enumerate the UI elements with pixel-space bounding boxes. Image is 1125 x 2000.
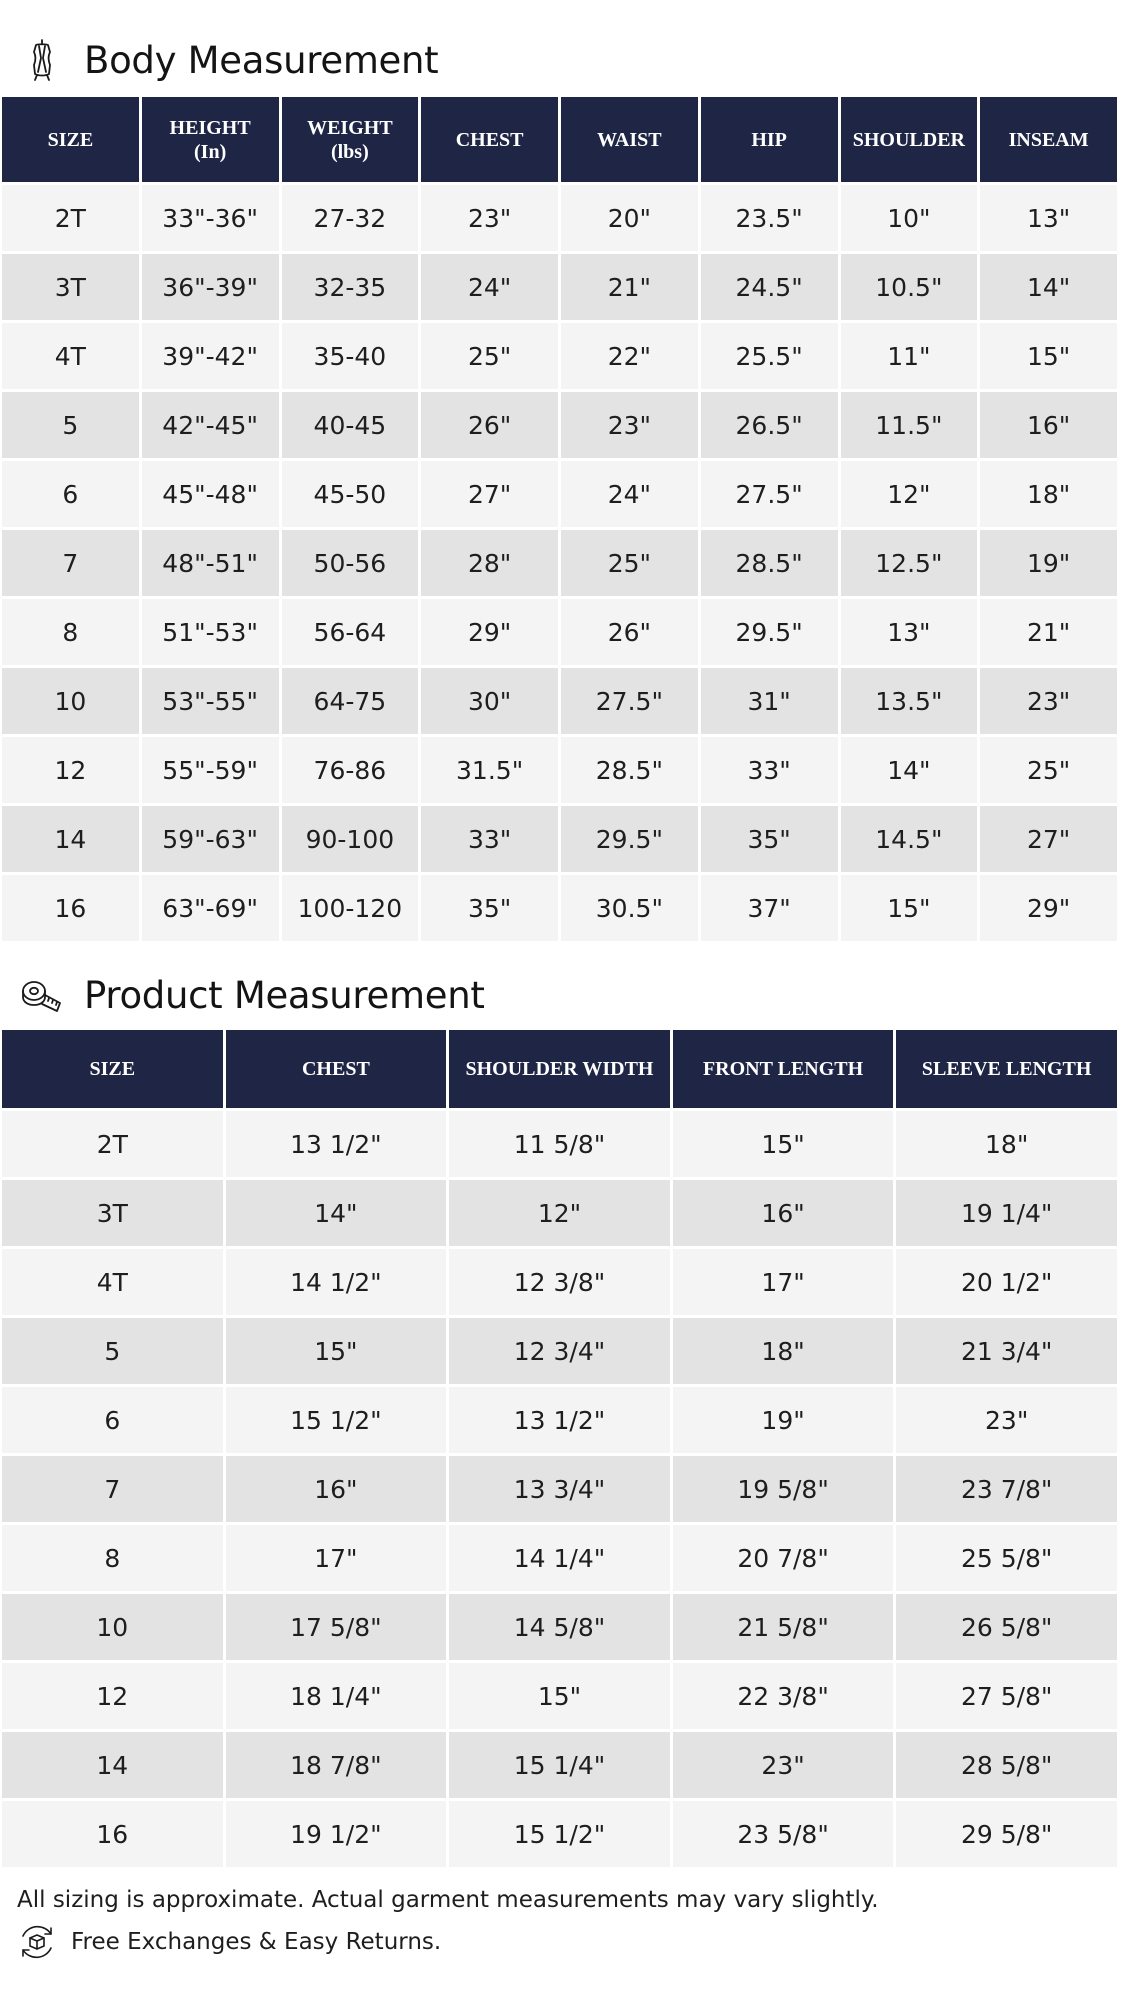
measurement-cell: 27" — [980, 806, 1117, 872]
column-header — [282, 97, 419, 182]
measurement-cell: 13 1/2" — [226, 1111, 447, 1177]
measurement-cell: 29" — [980, 875, 1117, 941]
size-cell: 4T — [2, 323, 139, 389]
column-header-label: CHEST — [301, 1058, 370, 1080]
measurement-cell: 11.5" — [841, 392, 978, 458]
column-header-label: HEIGHT — [169, 116, 251, 139]
measurement-cell: 14 1/4" — [449, 1525, 670, 1591]
measurement-cell: 50-56 — [282, 530, 419, 596]
measurement-cell: 23" — [673, 1732, 894, 1798]
measurement-cell: 51"-53" — [142, 599, 279, 665]
measurement-cell: 12" — [841, 461, 978, 527]
column-header-label: WAIST — [597, 128, 662, 151]
column-header — [421, 97, 558, 182]
table-row — [2, 599, 1117, 665]
size-cell: 4T — [2, 1249, 223, 1315]
measurement-cell: 64-75 — [282, 668, 419, 734]
measurement-cell: 25" — [561, 530, 698, 596]
measurement-cell: 27.5" — [561, 668, 698, 734]
measurement-cell: 63"-69" — [142, 875, 279, 941]
body-measurement-table — [0, 94, 1120, 944]
measurement-cell: 18" — [673, 1318, 894, 1384]
box-exchange-icon — [17, 1922, 57, 1962]
size-cell: 7 — [2, 530, 139, 596]
measurement-cell: 35" — [421, 875, 558, 941]
measurement-cell: 32-35 — [282, 254, 419, 320]
measurement-cell: 23 7/8" — [896, 1456, 1117, 1522]
measurement-cell: 22 3/8" — [673, 1663, 894, 1729]
table-row — [2, 1801, 1117, 1867]
table-row — [2, 1456, 1117, 1522]
size-cell: 8 — [2, 599, 139, 665]
measurement-cell: 53"-55" — [142, 668, 279, 734]
measurement-cell: 11" — [841, 323, 978, 389]
table-row — [2, 1180, 1117, 1246]
product-measurement-table — [0, 1027, 1120, 1870]
measurement-cell: 10" — [841, 185, 978, 251]
measurement-cell: 29" — [421, 599, 558, 665]
measurement-cell: 14 5/8" — [449, 1594, 670, 1660]
measurement-cell: 16" — [980, 392, 1117, 458]
column-header-label: SHOULDER WIDTH — [465, 1058, 654, 1080]
size-cell: 10 — [2, 1594, 223, 1660]
measurement-cell: 15" — [980, 323, 1117, 389]
returns-text: Free Exchanges & Easy Returns. — [71, 1929, 442, 1955]
measurement-cell: 48"-51" — [142, 530, 279, 596]
measurement-cell: 23" — [561, 392, 698, 458]
measurement-cell: 100-120 — [282, 875, 419, 941]
measurement-cell: 37" — [701, 875, 838, 941]
table-row — [2, 461, 1117, 527]
table-row — [2, 1318, 1117, 1384]
body-measurement-heading — [0, 30, 438, 90]
size-cell: 5 — [2, 1318, 223, 1384]
sizing-disclaimer: All sizing is approximate. Actual garment measurements may vary slightly. — [17, 1887, 879, 1913]
size-cell: 16 — [2, 875, 139, 941]
measurement-cell: 23 5/8" — [673, 1801, 894, 1867]
measurement-cell: 15" — [449, 1663, 670, 1729]
size-cell: 5 — [2, 392, 139, 458]
measurement-cell: 12.5" — [841, 530, 978, 596]
size-cell: 6 — [2, 1387, 223, 1453]
table-row — [2, 1732, 1117, 1798]
measurement-cell: 16" — [673, 1180, 894, 1246]
size-cell: 14 — [2, 1732, 223, 1798]
measurement-cell: 13" — [841, 599, 978, 665]
section-title: Product Measurement — [84, 973, 485, 1017]
column-header-label: (In) — [194, 140, 227, 163]
column-header — [2, 1030, 223, 1108]
measurement-cell: 15" — [841, 875, 978, 941]
measurement-cell: 19" — [980, 530, 1117, 596]
table-row — [2, 875, 1117, 941]
column-header-label: SHOULDER — [852, 128, 965, 151]
measurement-cell: 14.5" — [841, 806, 978, 872]
column-header — [2, 97, 139, 182]
measurement-cell: 59"-63" — [142, 806, 279, 872]
column-header — [701, 97, 838, 182]
size-cell: 3T — [2, 254, 139, 320]
column-header — [980, 97, 1117, 182]
column-header-label: INSEAM — [1008, 128, 1089, 151]
table-row — [2, 1111, 1117, 1177]
measurement-cell: 20 7/8" — [673, 1525, 894, 1591]
size-cell: 14 — [2, 806, 139, 872]
measurement-cell: 13 3/4" — [449, 1456, 670, 1522]
measurement-cell: 18" — [980, 461, 1117, 527]
measurement-cell: 15 1/2" — [449, 1801, 670, 1867]
measurement-cell: 42"-45" — [142, 392, 279, 458]
measurement-cell: 33"-36" — [142, 185, 279, 251]
measurement-cell: 16" — [226, 1456, 447, 1522]
measurement-cell: 33" — [701, 737, 838, 803]
measurement-cell: 23" — [896, 1387, 1117, 1453]
measurement-cell: 27 5/8" — [896, 1663, 1117, 1729]
table-row — [2, 392, 1117, 458]
measurement-cell: 23" — [980, 668, 1117, 734]
column-header-label: WEIGHT — [307, 116, 393, 139]
measurement-cell: 12 3/8" — [449, 1249, 670, 1315]
size-cell: 12 — [2, 1663, 223, 1729]
table-row — [2, 1249, 1117, 1315]
size-cell: 7 — [2, 1456, 223, 1522]
measurement-cell: 76-86 — [282, 737, 419, 803]
measurement-cell: 24" — [561, 461, 698, 527]
size-cell: 2T — [2, 185, 139, 251]
table-row — [2, 185, 1117, 251]
measurement-cell: 39"-42" — [142, 323, 279, 389]
size-cell: 2T — [2, 1111, 223, 1177]
column-header-label: (lbs) — [330, 140, 369, 163]
product-measurement-heading — [0, 965, 485, 1025]
measurement-cell: 24.5" — [701, 254, 838, 320]
column-header — [449, 1030, 670, 1108]
measuring-tape-icon — [20, 969, 64, 1021]
measurement-cell: 28" — [421, 530, 558, 596]
column-header-label: CHEST — [455, 128, 524, 151]
measurement-cell: 24" — [421, 254, 558, 320]
size-cell: 10 — [2, 668, 139, 734]
measurement-cell: 27-32 — [282, 185, 419, 251]
measurement-cell: 45"-48" — [142, 461, 279, 527]
measurement-cell: 20" — [561, 185, 698, 251]
measurement-cell: 31.5" — [421, 737, 558, 803]
measurement-cell: 26 5/8" — [896, 1594, 1117, 1660]
measurement-cell: 25" — [421, 323, 558, 389]
column-header — [142, 97, 279, 182]
measurement-cell: 36"-39" — [142, 254, 279, 320]
measurement-cell: 90-100 — [282, 806, 419, 872]
measurement-cell: 17 5/8" — [226, 1594, 447, 1660]
measurement-cell: 15 1/4" — [449, 1732, 670, 1798]
measurement-cell: 19 1/2" — [226, 1801, 447, 1867]
measurement-cell: 15" — [673, 1111, 894, 1177]
table-row — [2, 668, 1117, 734]
measurement-cell: 17" — [673, 1249, 894, 1315]
returns-notice — [17, 1922, 441, 1962]
measurement-cell: 30.5" — [561, 875, 698, 941]
table-header-row — [2, 97, 1117, 182]
table-row — [2, 323, 1117, 389]
column-header — [896, 1030, 1117, 1108]
measurement-cell: 35-40 — [282, 323, 419, 389]
column-header-label: SIZE — [47, 128, 94, 151]
measurement-cell: 27.5" — [701, 461, 838, 527]
measurement-cell: 13.5" — [841, 668, 978, 734]
measurement-cell: 29.5" — [701, 599, 838, 665]
measurement-cell: 25.5" — [701, 323, 838, 389]
measurement-cell: 12" — [449, 1180, 670, 1246]
measurement-cell: 19" — [673, 1387, 894, 1453]
measurement-cell: 21 3/4" — [896, 1318, 1117, 1384]
table-row — [2, 1663, 1117, 1729]
measurement-cell: 25 5/8" — [896, 1525, 1117, 1591]
measurement-cell: 15 1/2" — [226, 1387, 447, 1453]
measurement-cell: 31" — [701, 668, 838, 734]
measurement-cell: 30" — [421, 668, 558, 734]
column-header — [561, 97, 698, 182]
column-header-label: HIP — [751, 128, 787, 151]
measurement-cell: 21 5/8" — [673, 1594, 894, 1660]
table-header-row — [2, 1030, 1117, 1108]
column-header — [226, 1030, 447, 1108]
size-cell: 3T — [2, 1180, 223, 1246]
measurement-cell: 20 1/2" — [896, 1249, 1117, 1315]
measurement-cell: 55"-59" — [142, 737, 279, 803]
size-cell: 16 — [2, 1801, 223, 1867]
table-row — [2, 1387, 1117, 1453]
measurement-cell: 17" — [226, 1525, 447, 1591]
measurement-cell: 14" — [980, 254, 1117, 320]
measurement-cell: 25" — [980, 737, 1117, 803]
measurement-cell: 29 5/8" — [896, 1801, 1117, 1867]
measurement-cell: 14" — [226, 1180, 447, 1246]
measurement-cell: 14 1/2" — [226, 1249, 447, 1315]
measurement-cell: 40-45 — [282, 392, 419, 458]
measurement-cell: 18 7/8" — [226, 1732, 447, 1798]
measurement-cell: 12 3/4" — [449, 1318, 670, 1384]
size-cell: 12 — [2, 737, 139, 803]
column-header-label: SLEEVE LENGTH — [921, 1058, 1092, 1080]
measurement-cell: 26" — [561, 599, 698, 665]
measurement-cell: 26" — [421, 392, 558, 458]
measurement-cell: 13" — [980, 185, 1117, 251]
section-title: Body Measurement — [84, 38, 439, 82]
measurement-cell: 10.5" — [841, 254, 978, 320]
measurement-cell: 18" — [896, 1111, 1117, 1177]
table-row — [2, 1594, 1117, 1660]
measurement-cell: 45-50 — [282, 461, 419, 527]
measurement-cell: 14" — [841, 737, 978, 803]
measurement-cell: 33" — [421, 806, 558, 872]
measurement-cell: 22" — [561, 323, 698, 389]
measurement-cell: 21" — [561, 254, 698, 320]
table-row — [2, 530, 1117, 596]
measurement-cell: 27" — [421, 461, 558, 527]
measurement-cell: 29.5" — [561, 806, 698, 872]
measurement-cell: 28.5" — [561, 737, 698, 803]
measurement-cell: 15" — [226, 1318, 447, 1384]
measurement-cell: 28 5/8" — [896, 1732, 1117, 1798]
size-cell: 6 — [2, 461, 139, 527]
column-header — [673, 1030, 894, 1108]
measurement-cell: 13 1/2" — [449, 1387, 670, 1453]
measurement-cell: 11 5/8" — [449, 1111, 670, 1177]
measurement-cell: 19 5/8" — [673, 1456, 894, 1522]
size-cell: 8 — [2, 1525, 223, 1591]
column-header-label: FRONT LENGTH — [702, 1058, 864, 1080]
measurement-cell: 56-64 — [282, 599, 419, 665]
table-row — [2, 254, 1117, 320]
measurement-cell: 23.5" — [701, 185, 838, 251]
measurement-cell: 19 1/4" — [896, 1180, 1117, 1246]
dress-form-icon — [20, 34, 64, 86]
column-header — [841, 97, 978, 182]
measurement-cell: 26.5" — [701, 392, 838, 458]
table-row — [2, 1525, 1117, 1591]
column-header-label: SIZE — [89, 1058, 136, 1080]
measurement-cell: 18 1/4" — [226, 1663, 447, 1729]
measurement-cell: 28.5" — [701, 530, 838, 596]
table-row — [2, 737, 1117, 803]
measurement-cell: 23" — [421, 185, 558, 251]
measurement-cell: 21" — [980, 599, 1117, 665]
measurement-cell: 35" — [701, 806, 838, 872]
table-row — [2, 806, 1117, 872]
